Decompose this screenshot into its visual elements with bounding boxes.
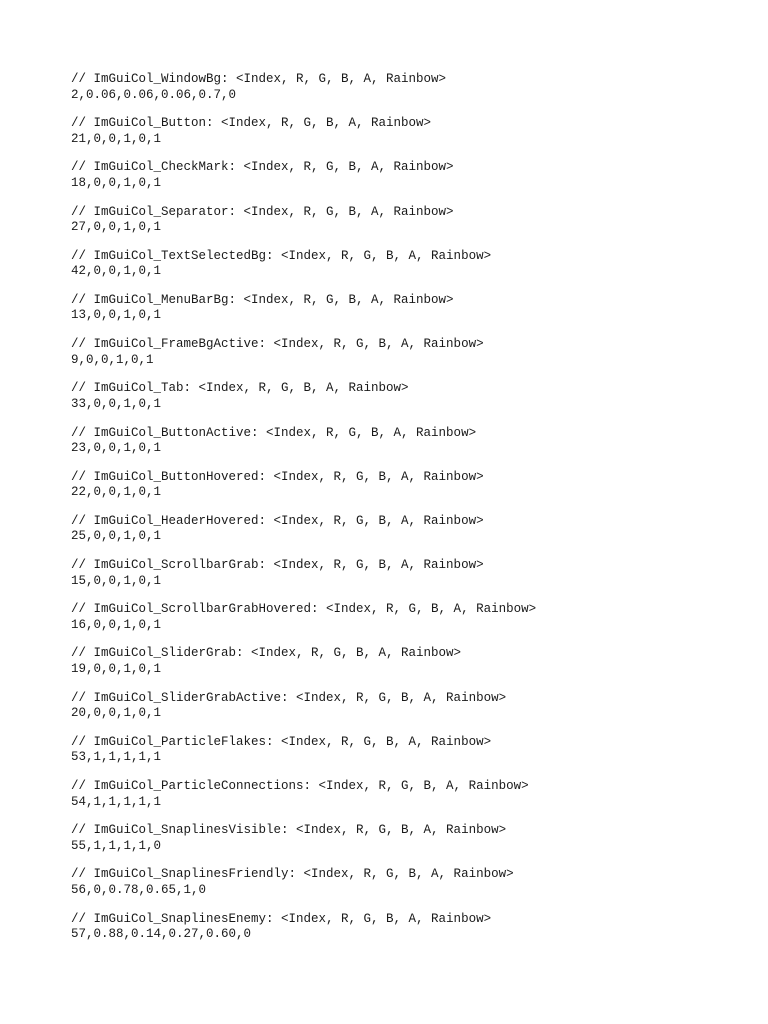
entry-comment: // ImGuiCol_Tab: <Index, R, G, B, A, Rainbow>	[71, 381, 409, 396]
entry-value: 18,0,0,1,0,1	[71, 175, 162, 190]
entry-comment: // ImGuiCol_TextSelectedBg: <Index, R, G, B, A, Rainbow>	[71, 248, 492, 263]
entry-comment: // ImGuiCol_FrameBgActive: <Index, R, G, B, A, Rainbow>	[71, 337, 484, 352]
entry-comment: // ImGuiCol_MenuBarBg: <Index, R, G, B, A, Rainbow>	[71, 292, 454, 307]
config-entry	[71, 558, 751, 602]
entry-value: 22,0,0,1,0,1	[71, 485, 162, 500]
entry-comment: // ImGuiCol_ScrollbarGrab: <Index, R, G, B, A, Rainbow>	[71, 558, 484, 573]
entry-value: 25,0,0,1,0,1	[71, 529, 162, 544]
entry-comment: // ImGuiCol_SnaplinesFriendly: <Index, R, G, B, A, Rainbow>	[71, 867, 514, 882]
config-entry	[71, 116, 751, 160]
config-entry	[71, 249, 751, 293]
entry-comment: // ImGuiCol_SliderGrab: <Index, R, G, B, A, Rainbow>	[71, 646, 462, 661]
config-entry	[71, 337, 751, 381]
entry-value: 16,0,0,1,0,1	[71, 617, 162, 632]
entry-comment: // ImGuiCol_WindowBg: <Index, R, G, B, A, Rainbow>	[71, 72, 447, 86]
entry-value: 56,0,0.78,0.65,1,0	[71, 882, 207, 897]
config-entry	[71, 160, 751, 204]
entry-value: 15,0,0,1,0,1	[71, 573, 162, 588]
entry-value: 54,1,1,1,1,1	[71, 794, 162, 809]
entry-value: 33,0,0,1,0,1	[71, 396, 162, 411]
entry-value: 55,1,1,1,1,0	[71, 838, 162, 853]
config-entry	[71, 470, 751, 514]
entry-comment: // ImGuiCol_SliderGrabActive: <Index, R, G, B, A, Rainbow>	[71, 690, 507, 705]
config-entry	[71, 426, 751, 470]
config-entry	[71, 205, 751, 249]
config-entry	[71, 72, 751, 116]
entry-comment: // ImGuiCol_ScrollbarGrabHovered: <Index, R, G, B, A, Rainbow>	[71, 602, 537, 617]
entry-value: 20,0,0,1,0,1	[71, 706, 162, 721]
config-entry	[71, 779, 751, 823]
entry-comment: // ImGuiCol_ParticleFlakes: <Index, R, G, B, A, Rainbow>	[71, 734, 492, 749]
entry-comment: // ImGuiCol_CheckMark: <Index, R, G, B, A, Rainbow>	[71, 160, 454, 175]
entry-value: 57,0.88,0.14,0.27,0.60,0	[71, 927, 252, 942]
config-entry	[71, 912, 751, 956]
entry-comment: // ImGuiCol_SnaplinesVisible: <Index, R, G, B, A, Rainbow>	[71, 823, 507, 838]
config-entry	[71, 514, 751, 558]
entry-value: 19,0,0,1,0,1	[71, 661, 162, 676]
entry-value: 9,0,0,1,0,1	[71, 352, 154, 367]
entry-comment: // ImGuiCol_SnaplinesEnemy: <Index, R, G, B, A, Rainbow>	[71, 911, 492, 926]
config-entry	[71, 823, 751, 867]
entry-value: 13,0,0,1,0,1	[71, 308, 162, 323]
entry-value: 2,0.06,0.06,0.06,0.7,0	[71, 87, 237, 102]
config-entry	[71, 602, 751, 646]
entry-comment: // ImGuiCol_ButtonHovered: <Index, R, G, B, A, Rainbow>	[71, 469, 484, 484]
entry-comment: // ImGuiCol_ParticleConnections: <Index, R, G, B, A, Rainbow>	[71, 779, 529, 793]
entry-value: 27,0,0,1,0,1	[71, 220, 162, 235]
config-entry	[71, 381, 751, 425]
entry-comment: // ImGuiCol_Separator: <Index, R, G, B, A, Rainbow>	[71, 204, 454, 219]
entry-comment: // ImGuiCol_Button: <Index, R, G, B, A, Rainbow>	[71, 116, 432, 131]
config-entry	[71, 293, 751, 337]
config-entry	[71, 735, 751, 779]
document-body	[71, 72, 751, 956]
entry-value: 42,0,0,1,0,1	[71, 264, 162, 279]
entry-value: 23,0,0,1,0,1	[71, 441, 162, 455]
config-entry	[71, 867, 751, 911]
entry-value: 21,0,0,1,0,1	[71, 131, 162, 146]
entry-comment: // ImGuiCol_ButtonActive: <Index, R, G, B, A, Rainbow>	[71, 425, 477, 440]
config-entry	[71, 646, 751, 690]
entry-value: 53,1,1,1,1,1	[71, 750, 162, 765]
entry-comment: // ImGuiCol_HeaderHovered: <Index, R, G, B, A, Rainbow>	[71, 513, 484, 528]
config-entry	[71, 691, 751, 735]
